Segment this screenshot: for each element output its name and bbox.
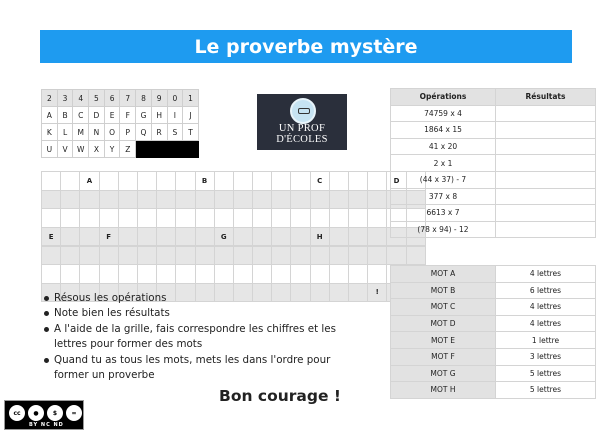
result-cell[interactable] xyxy=(496,171,596,188)
code-grid-number-row xyxy=(42,90,199,107)
letter-slot[interactable] xyxy=(291,246,310,265)
code-grid-letter-row xyxy=(42,141,199,158)
word-grid-label-cell: D xyxy=(387,172,406,191)
operation-cell: 377 x 8 xyxy=(391,188,496,205)
word-grid-label-cell: A xyxy=(80,172,99,191)
license-badge xyxy=(4,400,84,430)
letter-slot[interactable] xyxy=(406,246,425,265)
code-grid xyxy=(41,89,199,158)
letter-slot[interactable] xyxy=(137,246,156,265)
letter-slot[interactable] xyxy=(195,209,214,228)
word-grid-label-cell xyxy=(272,172,291,191)
word-grid-label-cell xyxy=(329,172,348,191)
code-letter-cell: X xyxy=(89,141,105,158)
word-grid-row xyxy=(42,190,426,209)
instructions-list xyxy=(44,291,364,383)
code-number-cell: 3 xyxy=(57,90,73,107)
code-letter-cell: N xyxy=(89,124,105,141)
letter-slot[interactable] xyxy=(233,190,252,209)
code-letter-cell: H xyxy=(151,107,167,124)
letter-slot[interactable] xyxy=(349,190,368,209)
letter-count: 6 lettres xyxy=(496,282,596,299)
code-letter-cell: D xyxy=(89,107,105,124)
letter-slot[interactable] xyxy=(253,190,272,209)
letter-slot[interactable] xyxy=(368,265,387,284)
letter-slot[interactable] xyxy=(272,246,291,265)
letter-slot[interactable] xyxy=(368,246,387,265)
operation-cell: (44 x 37) - 7 xyxy=(391,171,496,188)
letter-count: 4 lettres xyxy=(496,299,596,316)
letter-slot[interactable] xyxy=(329,209,348,228)
letter-slot[interactable] xyxy=(310,190,329,209)
code-grid-letter-row xyxy=(42,107,199,124)
word-grid-label-cell xyxy=(233,172,252,191)
page-title: Le proverbe mystère xyxy=(194,35,418,58)
letter-slot[interactable] xyxy=(272,190,291,209)
letter-slot[interactable] xyxy=(42,190,61,209)
letter-slot[interactable] xyxy=(99,265,118,284)
word-grid-label-cell xyxy=(195,228,214,247)
word-grid-label-cell xyxy=(368,228,387,247)
teacher-avatar-icon xyxy=(290,98,316,124)
word-grid-label-cell xyxy=(291,172,310,191)
letter-slot[interactable] xyxy=(272,265,291,284)
instruction-item: Résous les opérations xyxy=(44,291,364,306)
letter-slot[interactable] xyxy=(349,246,368,265)
code-letter-cell: M xyxy=(73,124,89,141)
letter-slot[interactable] xyxy=(157,246,176,265)
letter-slot[interactable] xyxy=(80,246,99,265)
code-number-cell: 2 xyxy=(42,90,58,107)
word-grid-label-cell xyxy=(61,228,80,247)
letter-slot[interactable] xyxy=(310,209,329,228)
result-cell[interactable] xyxy=(496,122,596,139)
results-header: Résultats xyxy=(496,89,596,106)
letter-slot[interactable] xyxy=(291,265,310,284)
word-grid-row xyxy=(42,246,426,265)
letter-slot[interactable] xyxy=(387,246,406,265)
word-label: MOT G xyxy=(391,365,496,382)
code-letter-cell: U xyxy=(42,141,58,158)
instruction-item: Note bien les résultats xyxy=(44,306,364,321)
result-cell[interactable] xyxy=(496,155,596,172)
letter-slot[interactable] xyxy=(157,265,176,284)
operations-table xyxy=(390,88,596,238)
table-row xyxy=(391,105,596,122)
letter-count: 1 lettre xyxy=(496,332,596,349)
word-grid-label-cell xyxy=(80,228,99,247)
result-cell[interactable] xyxy=(496,188,596,205)
word-grid-label-cell xyxy=(233,228,252,247)
code-letter-cell: V xyxy=(57,141,73,158)
word-grid-label-cell xyxy=(176,172,195,191)
letter-slot[interactable] xyxy=(42,246,61,265)
word-grid-label-cell xyxy=(118,228,137,247)
code-number-cell: 6 xyxy=(104,90,120,107)
word-label: MOT D xyxy=(391,315,496,332)
letter-slot[interactable] xyxy=(291,190,310,209)
word-grid-label-cell xyxy=(157,172,176,191)
table-row xyxy=(391,171,596,188)
letter-count: 5 lettres xyxy=(496,365,596,382)
word-grid-label-cell xyxy=(349,172,368,191)
letter-slot[interactable] xyxy=(368,190,387,209)
word-grid-label-cell xyxy=(42,172,61,191)
code-grid-letter-row xyxy=(42,124,199,141)
code-number-cell: 8 xyxy=(136,90,152,107)
operation-cell: 74759 x 4 xyxy=(391,105,496,122)
word-label: MOT F xyxy=(391,348,496,365)
word-grid-label-cell: G xyxy=(214,228,233,247)
result-cell[interactable] xyxy=(496,138,596,155)
result-cell[interactable] xyxy=(496,105,596,122)
letter-slot[interactable] xyxy=(80,209,99,228)
letter-slot[interactable] xyxy=(253,246,272,265)
code-letter-cell: C xyxy=(73,107,89,124)
word-grid-label-row xyxy=(42,172,426,191)
letter-slot[interactable] xyxy=(233,209,252,228)
end-mark: ! xyxy=(368,283,387,302)
code-letter-cell: A xyxy=(42,107,58,124)
word-grid-label-cell: C xyxy=(310,172,329,191)
letter-slot[interactable] xyxy=(195,265,214,284)
cc-icon: cc xyxy=(8,404,26,422)
table-row xyxy=(391,348,596,365)
code-number-cell: 0 xyxy=(167,90,183,107)
nc-icon: $ xyxy=(46,404,64,422)
letter-slot[interactable] xyxy=(99,209,118,228)
letter-slot[interactable] xyxy=(176,209,195,228)
letter-slot[interactable] xyxy=(80,190,99,209)
table-row xyxy=(391,365,596,382)
letter-slot[interactable] xyxy=(272,209,291,228)
table-row xyxy=(391,315,596,332)
result-cell[interactable] xyxy=(496,205,596,222)
letter-slot[interactable] xyxy=(214,190,233,209)
code-letter-cell: S xyxy=(167,124,183,141)
letter-slot[interactable] xyxy=(157,209,176,228)
word-grid-label-cell xyxy=(157,228,176,247)
table-row xyxy=(391,221,596,238)
table-row xyxy=(391,122,596,139)
nd-icon: = xyxy=(65,404,83,422)
letter-slot[interactable] xyxy=(61,190,80,209)
operation-cell: 6613 x 7 xyxy=(391,205,496,222)
letter-slot[interactable] xyxy=(80,265,99,284)
by-icon: ● xyxy=(27,404,45,422)
letter-count: 4 lettres xyxy=(496,266,596,283)
letter-slot[interactable] xyxy=(118,246,137,265)
table-row xyxy=(391,332,596,349)
letter-slot[interactable] xyxy=(61,246,80,265)
letter-slot[interactable] xyxy=(233,246,252,265)
letter-slot[interactable] xyxy=(157,190,176,209)
logo xyxy=(257,94,347,150)
letter-slot[interactable] xyxy=(253,209,272,228)
letter-count: 4 lettres xyxy=(496,315,596,332)
letter-slot[interactable] xyxy=(195,190,214,209)
code-letter-cell: I xyxy=(167,107,183,124)
table-row xyxy=(391,205,596,222)
code-letter-cell: G xyxy=(136,107,152,124)
letter-slot[interactable] xyxy=(368,209,387,228)
code-number-cell: 1 xyxy=(183,90,199,107)
letter-slot[interactable] xyxy=(42,265,61,284)
letter-slot[interactable] xyxy=(329,265,348,284)
code-letter-cell: Q xyxy=(136,124,152,141)
word-grid-label-cell xyxy=(137,172,156,191)
letter-slot[interactable] xyxy=(329,190,348,209)
code-letter-cell: Z xyxy=(120,141,136,158)
operation-cell: 2 x 1 xyxy=(391,155,496,172)
operation-cell: 41 x 20 xyxy=(391,138,496,155)
code-letter-cell: F xyxy=(120,107,136,124)
word-label: MOT B xyxy=(391,282,496,299)
table-row xyxy=(391,188,596,205)
table-row xyxy=(391,266,596,283)
word-grid-label-cell: F xyxy=(99,228,118,247)
word-grid-row xyxy=(42,265,426,284)
code-letter-cell: B xyxy=(57,107,73,124)
word-label: MOT A xyxy=(391,266,496,283)
table-row xyxy=(391,155,596,172)
word-grid-label-cell xyxy=(272,228,291,247)
table-row xyxy=(391,138,596,155)
word-grid-label-row xyxy=(42,228,426,247)
letter-slot[interactable] xyxy=(61,209,80,228)
code-letter-cell: T xyxy=(183,124,199,141)
word-grid-label-cell xyxy=(61,172,80,191)
operation-cell: 1864 x 15 xyxy=(391,122,496,139)
word-grid-label-cell xyxy=(99,172,118,191)
letter-slot[interactable] xyxy=(233,265,252,284)
letter-slot[interactable] xyxy=(291,209,310,228)
code-number-cell: 5 xyxy=(89,90,105,107)
letter-slot[interactable] xyxy=(137,190,156,209)
letter-slot[interactable] xyxy=(99,190,118,209)
logo-text: UN PROF D'ÉCOLES xyxy=(276,123,328,145)
closing-message: Bon courage ! xyxy=(219,387,341,405)
code-number-cell: 9 xyxy=(151,90,167,107)
letter-slot[interactable] xyxy=(253,265,272,284)
code-letter-cell: Y xyxy=(104,141,120,158)
word-grid-label-cell xyxy=(214,172,233,191)
word-grid-row xyxy=(42,209,426,228)
license-label: BY NC ND xyxy=(29,422,64,428)
code-number-cell: 4 xyxy=(73,90,89,107)
word-grid-label-cell xyxy=(368,172,387,191)
word-grid-label-cell xyxy=(349,228,368,247)
letter-slot[interactable] xyxy=(137,265,156,284)
word-grid-label-cell xyxy=(118,172,137,191)
operation-cell: (78 x 94) - 12 xyxy=(391,221,496,238)
table-row xyxy=(391,282,596,299)
letter-slot[interactable] xyxy=(214,246,233,265)
letter-slot[interactable] xyxy=(42,209,61,228)
instruction-item: Quand tu as tous les mots, mets les dans l'ordre pour former un proverbe xyxy=(44,353,364,384)
words-table xyxy=(390,265,596,399)
letter-slot[interactable] xyxy=(195,246,214,265)
letter-slot[interactable] xyxy=(118,190,137,209)
operations-header-row xyxy=(391,89,596,106)
code-number-cell: 7 xyxy=(120,90,136,107)
title-banner xyxy=(40,30,572,63)
word-grid-label-cell xyxy=(137,228,156,247)
letter-count: 5 lettres xyxy=(496,382,596,399)
letter-slot[interactable] xyxy=(214,265,233,284)
word-grid-label-cell xyxy=(253,228,272,247)
letter-slot[interactable] xyxy=(310,246,329,265)
blacked-out-cell xyxy=(136,141,199,158)
word-label: MOT E xyxy=(391,332,496,349)
word-grid-label-cell: E xyxy=(42,228,61,247)
code-letter-cell: L xyxy=(57,124,73,141)
word-label: MOT C xyxy=(391,299,496,316)
code-letter-cell: R xyxy=(151,124,167,141)
letter-slot[interactable] xyxy=(349,209,368,228)
letter-slot[interactable] xyxy=(214,209,233,228)
operations-header: Opérations xyxy=(391,89,496,106)
code-letter-cell: O xyxy=(104,124,120,141)
word-grid-label-cell xyxy=(291,228,310,247)
word-grid-label-cell xyxy=(253,172,272,191)
word-grid-label-cell: B xyxy=(195,172,214,191)
letter-slot[interactable] xyxy=(176,190,195,209)
code-letter-cell: P xyxy=(120,124,136,141)
word-grid-label-cell: H xyxy=(310,228,329,247)
code-letter-cell: W xyxy=(73,141,89,158)
letter-slot[interactable] xyxy=(99,246,118,265)
letter-slot[interactable] xyxy=(329,246,348,265)
letter-slot[interactable] xyxy=(118,265,137,284)
letter-slot[interactable] xyxy=(118,209,137,228)
letter-slot[interactable] xyxy=(61,265,80,284)
word-label: MOT H xyxy=(391,382,496,399)
letter-slot[interactable] xyxy=(310,265,329,284)
table-row xyxy=(391,382,596,399)
instruction-item: A l'aide de la grille, fais correspondre les chiffres et les lettres pour former des mots xyxy=(44,322,364,353)
code-letter-cell: J xyxy=(183,107,199,124)
word-grid-label-cell xyxy=(329,228,348,247)
code-letter-cell: E xyxy=(104,107,120,124)
letter-slot[interactable] xyxy=(176,265,195,284)
result-cell[interactable] xyxy=(496,221,596,238)
code-letter-cell: K xyxy=(42,124,58,141)
letter-count: 3 lettres xyxy=(496,348,596,365)
table-row xyxy=(391,299,596,316)
letter-slot[interactable] xyxy=(176,246,195,265)
word-grid-label-cell xyxy=(176,228,195,247)
letter-slot[interactable] xyxy=(137,209,156,228)
letter-slot[interactable] xyxy=(349,265,368,284)
